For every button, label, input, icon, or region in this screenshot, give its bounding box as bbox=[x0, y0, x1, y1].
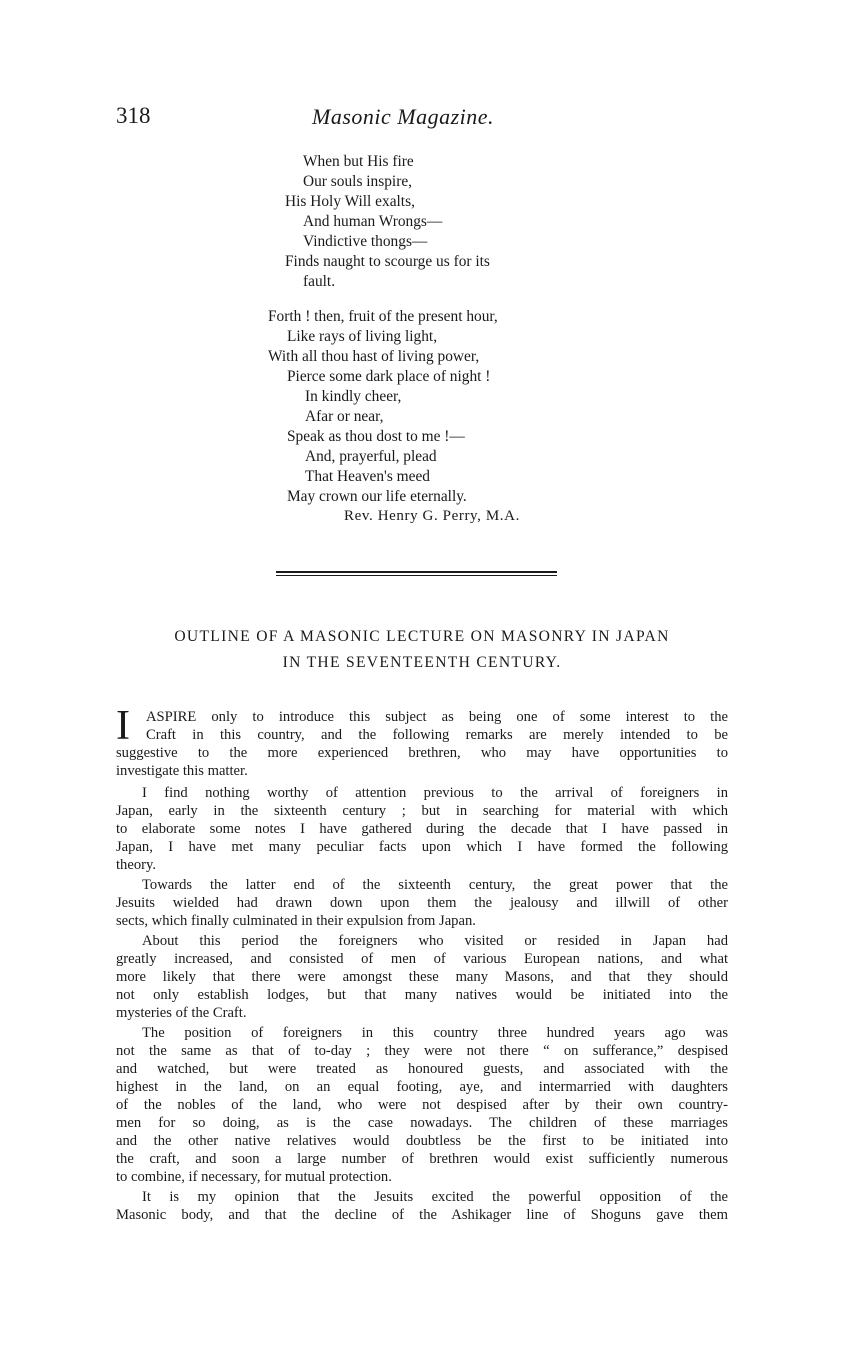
poem-line: Speak as thou dost to me !— bbox=[287, 428, 465, 445]
body-line: of the nobles of the land, who were not despised after by their own country- bbox=[116, 1097, 728, 1113]
poem-line: Like rays of living light, bbox=[287, 328, 438, 345]
page-number: 318 bbox=[116, 103, 151, 128]
body-line: mysteries of the Craft. bbox=[116, 1005, 247, 1021]
poem-line: May crown our life eternally. bbox=[287, 488, 467, 505]
body-line: and watched, but were treated as honoured guests, and associated with the bbox=[116, 1061, 728, 1077]
poem-line: His Holy Will exalts, bbox=[285, 193, 415, 210]
poem-line: Afar or near, bbox=[305, 408, 384, 425]
body-line: greatly increased, and consisted of men of various European nations, and what bbox=[116, 951, 728, 967]
body-line: It is my opinion that the Jesuits excited the powerful opposition of the bbox=[142, 1189, 728, 1205]
body-line: to combine, if necessary, for mutual protection. bbox=[116, 1169, 392, 1185]
poem-line: That Heaven's meed bbox=[305, 468, 430, 485]
body-line: I find nothing worthy of attention previous to the arrival of foreigners in bbox=[142, 785, 728, 801]
drop-cap: I bbox=[116, 703, 130, 749]
poem-line: Vindictive thongs— bbox=[303, 233, 428, 250]
article-heading-line2: IN THE SEVENTEENTH CENTURY. bbox=[282, 654, 562, 671]
body-line: ASPIRE only to introduce this subject as being one of some interest to the bbox=[146, 709, 728, 725]
body-line: theory. bbox=[116, 857, 156, 873]
body-line: suggestive to the more experienced brethren, who may have opportunities to bbox=[116, 745, 728, 761]
body-line: sects, which finally culminated in their expulsion from Japan. bbox=[116, 913, 476, 929]
poem-line: And, prayerful, plead bbox=[305, 448, 437, 465]
section-divider-bottom bbox=[276, 575, 557, 576]
running-title: Masonic Magazine. bbox=[312, 104, 495, 129]
poem-line: Our souls inspire, bbox=[303, 173, 413, 190]
poem-line: When but His fire bbox=[303, 153, 414, 170]
body-line: Japan, I have met many peculiar facts upon which I have formed the following bbox=[116, 839, 728, 855]
poem-signature: Rev. Henry G. Perry, M.A. bbox=[344, 508, 520, 524]
poem-line: Pierce some dark place of night ! bbox=[287, 368, 491, 385]
page-header bbox=[116, 103, 736, 135]
poem-line: Finds naught to scourge us for its bbox=[285, 253, 490, 270]
body-line: Masonic body, and that the decline of the Ashikager line of Shoguns gave them bbox=[116, 1207, 728, 1223]
body-line: to elaborate some notes I have gathered during the decade that I have passed in bbox=[116, 821, 728, 837]
poem-line: And human Wrongs— bbox=[303, 213, 443, 230]
body-line: Towards the latter end of the sixteenth century, the great power that the bbox=[142, 877, 728, 893]
body-line: not the same as that of to-day ; they were not there “ on sufferance,” despised bbox=[116, 1043, 728, 1059]
body-line: Japan, early in the sixteenth century ; but in searching for material with which bbox=[116, 803, 728, 819]
section-divider-top bbox=[276, 571, 557, 573]
body-line: Craft in this country, and the following remarks are merely intended to be bbox=[146, 727, 728, 743]
body-line: The position of foreigners in this country three hundred years ago was bbox=[142, 1025, 728, 1041]
poem-line: Forth ! then, fruit of the present hour, bbox=[268, 308, 498, 325]
body-line: more likely that there were amongst these many Masons, and that they should bbox=[116, 969, 728, 985]
body-line: men for so doing, as is the case nowadays. The children of these marriages bbox=[116, 1115, 728, 1131]
body-line: not only establish lodges, but that many natives would be initiated into the bbox=[116, 987, 728, 1003]
body-line: highest in the land, on an equal footing, aye, and intermarried with daughters bbox=[116, 1079, 728, 1095]
poem-line: In kindly cheer, bbox=[305, 388, 402, 405]
body-line: Jesuits wielded had drawn down upon them the jealousy and illwill of other bbox=[116, 895, 728, 911]
body-line: and the other native relatives would doubtless be the first to be initiated into bbox=[116, 1133, 728, 1149]
body-line: investigate this matter. bbox=[116, 763, 248, 779]
article-heading-line1: OUTLINE OF A MASONIC LECTURE ON MASONRY IN JAPAN bbox=[174, 628, 670, 645]
poem-line: With all thou hast of living power, bbox=[268, 348, 480, 365]
poem-line: fault. bbox=[303, 273, 336, 290]
body-line: About this period the foreigners who visited or resided in Japan had bbox=[142, 933, 728, 949]
body-line: the craft, and soon a large number of brethren would exist sufficiently numerous bbox=[116, 1151, 728, 1167]
